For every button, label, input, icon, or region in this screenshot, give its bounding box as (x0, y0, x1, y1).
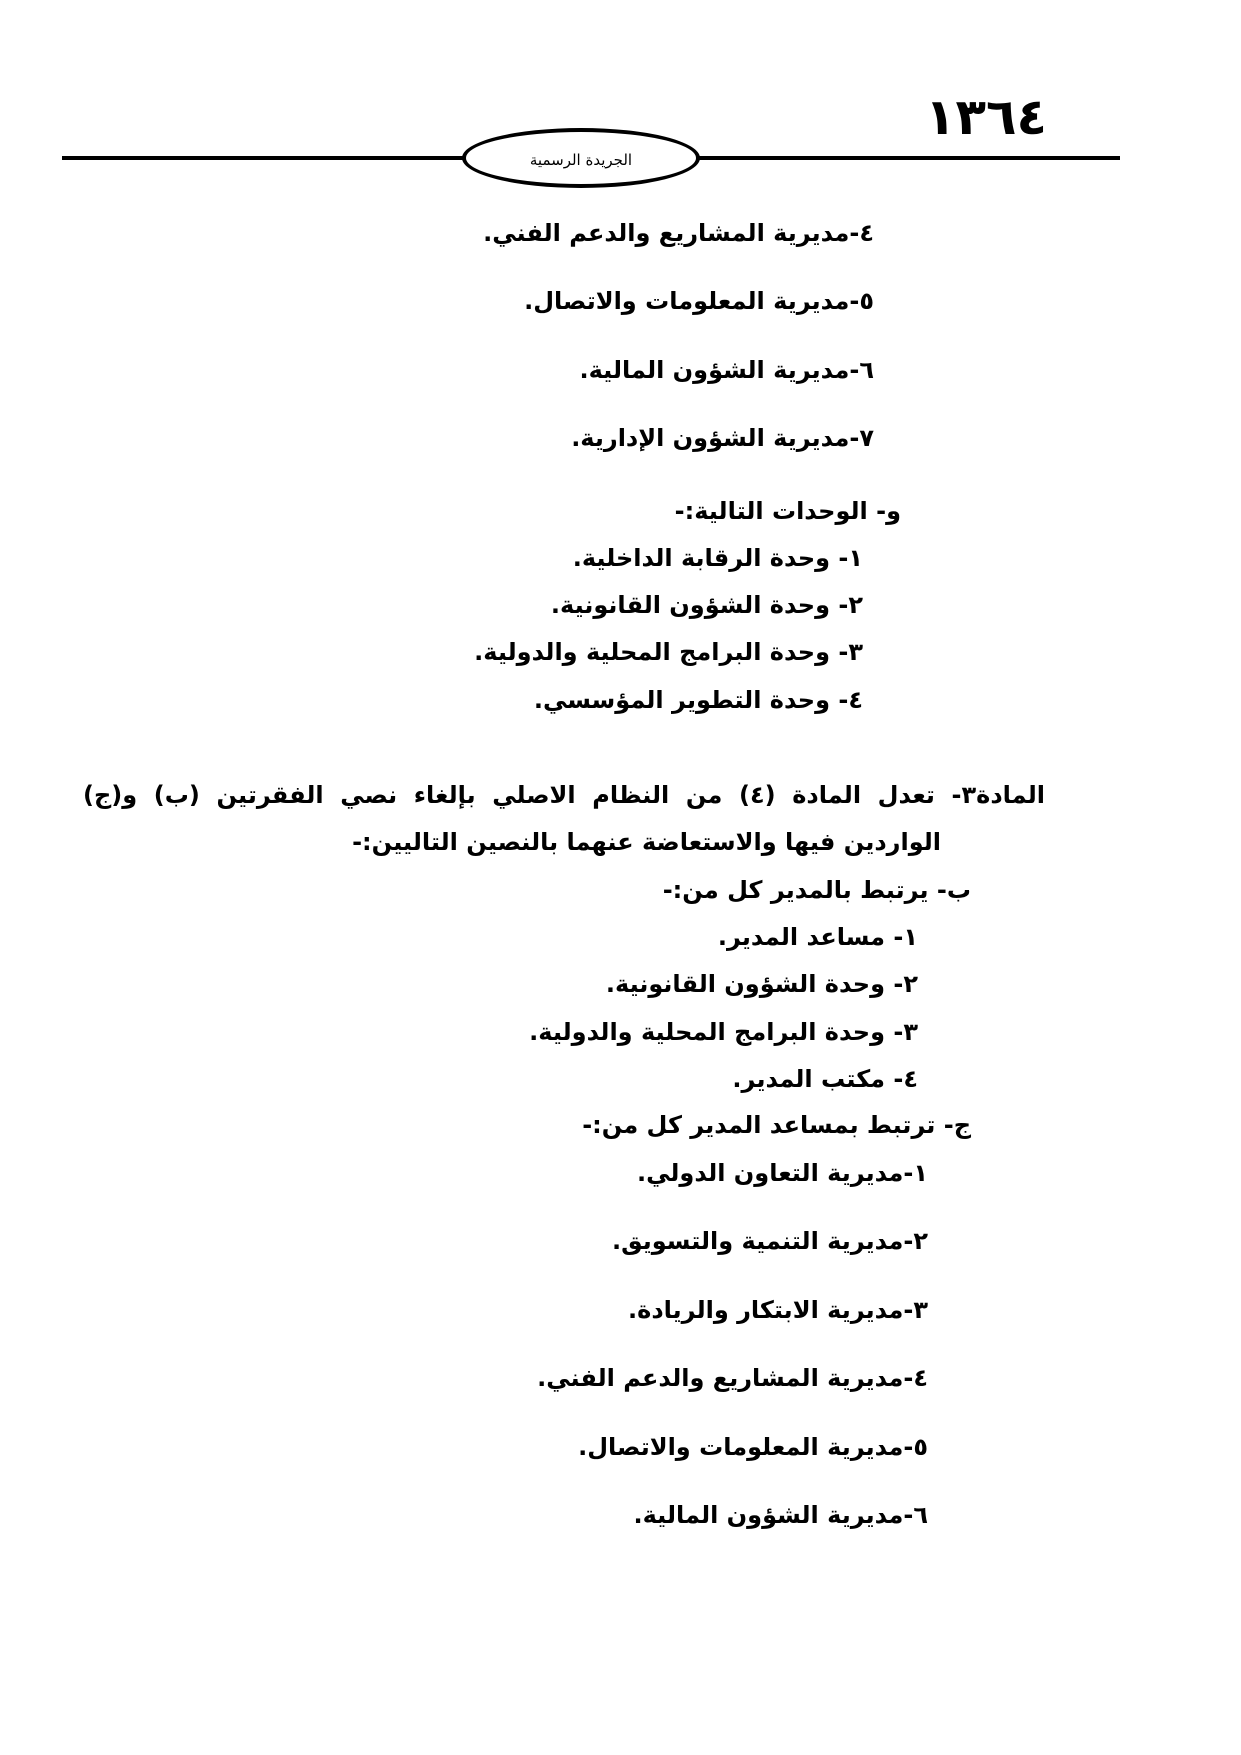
list-item-j5: ٥-مديرية المعلومات والاتصال. (578, 1433, 928, 1461)
article-3-line-1: المادة٣- تعدل المادة (٤) من النظام الاصلي بإلغاء نصي الفقرتين (ب) و(ج) (83, 781, 1045, 809)
list-item-e4: ٤-مديرية المشاريع والدعم الفني. (483, 219, 874, 247)
list-item-e5: ٥-مديرية المعلومات والاتصال. (524, 287, 874, 315)
list-item-j3: ٣-مديرية الابتكار والريادة. (628, 1296, 928, 1324)
list-item-j1: ١-مديرية التعاون الدولي. (637, 1159, 928, 1187)
page-number: ١٣٦٤ (925, 88, 1048, 146)
gazette-title-oval (462, 128, 700, 188)
list-item-j2: ٢-مديرية التنمية والتسويق. (611, 1227, 928, 1255)
list-item-e7: ٧-مديرية الشؤون الإدارية. (571, 424, 874, 452)
section-heading-j: ج- ترتبط بمساعد المدير كل من:- (582, 1111, 971, 1139)
list-item-j6: ٦-مديرية الشؤون المالية. (633, 1501, 928, 1529)
list-item-b4: ٤- مكتب المدير. (732, 1065, 918, 1093)
section-heading-w: و- الوحدات التالية:- (674, 497, 901, 525)
list-item-w3: ٣- وحدة البرامج المحلية والدولية. (474, 638, 863, 666)
list-item-w1: ١- وحدة الرقابة الداخلية. (572, 544, 863, 572)
list-item-b3: ٣- وحدة البرامج المحلية والدولية. (529, 1018, 918, 1046)
list-item-b1: ١- مساعد المدير. (717, 923, 918, 951)
list-item-w4: ٤- وحدة التطوير المؤسسي. (533, 686, 863, 714)
article-3-line-2: الواردين فيها والاستعاضة عنهما بالنصين التاليين:- (352, 828, 941, 856)
gazette-title: الجريدة الرسمية (529, 151, 633, 169)
list-item-w2: ٢- وحدة الشؤون القانونية. (550, 591, 863, 619)
section-heading-b: ب- يرتبط بالمدير كل من:- (662, 876, 971, 904)
list-item-j4: ٤-مديرية المشاريع والدعم الفني. (537, 1364, 928, 1392)
list-item-e6: ٦-مديرية الشؤون المالية. (579, 356, 874, 384)
list-item-b2: ٢- وحدة الشؤون القانونية. (605, 970, 918, 998)
